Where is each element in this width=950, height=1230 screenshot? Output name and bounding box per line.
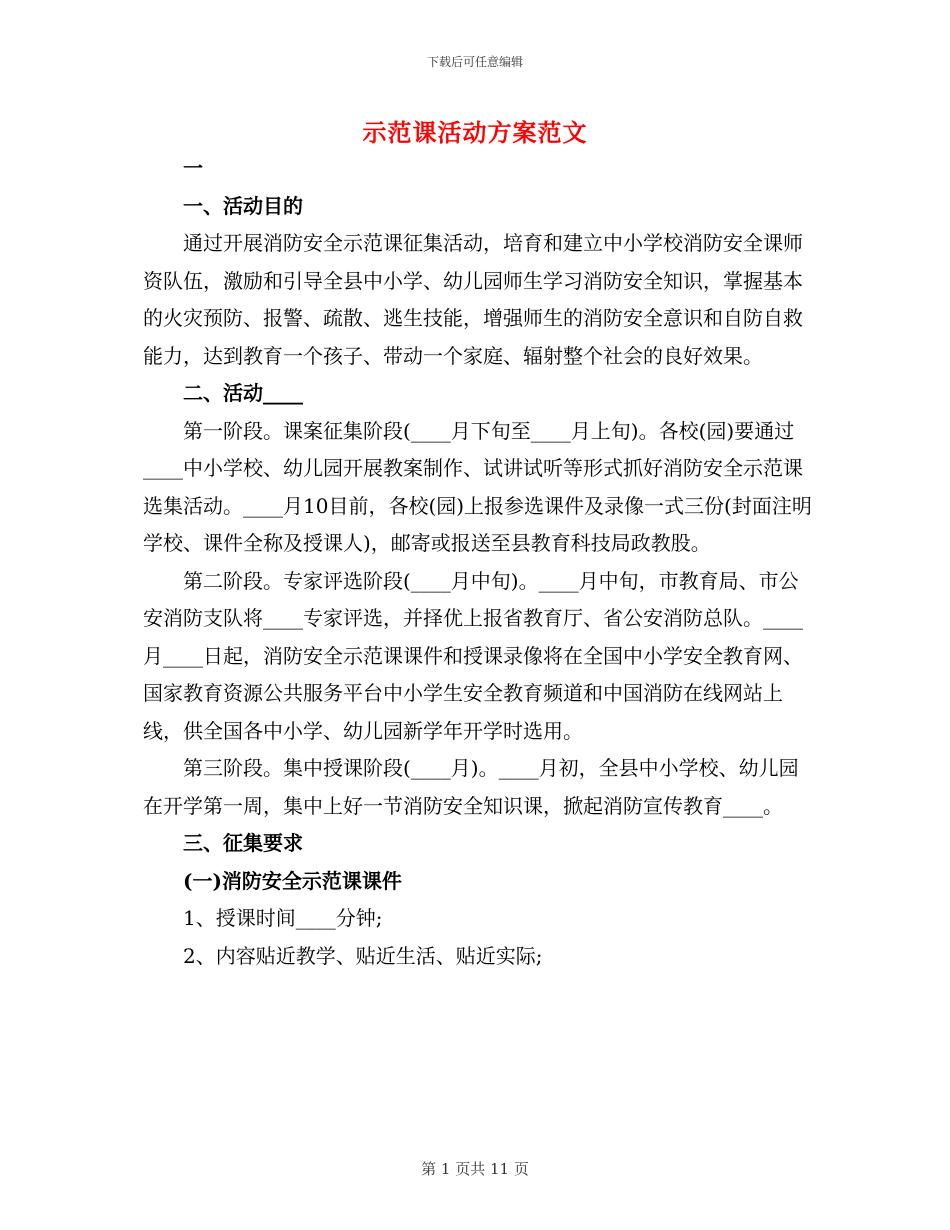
section-1-paragraph: 通过开展消防安全示范课征集活动，培育和建立中小学校消防安全课师资队伍，激励和引导全县中小学、幼儿园师生学习消防安全知识，掌握基本的火灾预防、报警、疏散、逃生技能，增强师生的消防安全意识和自防自救能力，达到教育一个孩子、带动一个家庭、辐射整个社会的良好效果。 [143, 231, 803, 368]
stage-1-paragraph: 第一阶段。课案征集阶段(____月下旬至____月上旬)。各校(园)要通过____中小学校、幼儿园开展教案制作、试讲试听等形式抓好消防安全示范课选集活动。____月10目前，各校(园)上报参选课件及录像一式三份(封面注明学校、课件全称及授课人)，邮寄或报送至县教育科技局政教股。 [143, 418, 812, 555]
stage-3-paragraph: 第三阶段。集中授课阶段(____月)。____月初，全县中小学校、幼儿园在开学第一周，集中上好一节消防安全知识课，掀起消防宣传教育____。 [143, 756, 799, 818]
section-3-heading: 三、征集要求 [183, 831, 303, 855]
stage-2-paragraph: 第二阶段。专家评选阶段(____月中旬)。____月中旬，市教育局、市公安消防支队将____专家评选，并择优上报省教育厅、省公安消防总队。____月____日起，消防安全示范课课件和授课录像将在全国中小学安全教育网、国家教育资源公共服务平台中小学生安全教育频道和中国消防在线网站上线，供全国各中小学、幼儿园新学年开学时选用。 [143, 568, 803, 743]
header-note: 下载后可任意编辑 [426, 55, 523, 69]
requirement-item-1: 1、授课时间____分钟; [183, 906, 383, 930]
document-title: 示范课活动方案范文 [362, 118, 588, 147]
document-body [143, 150, 815, 975]
requirement-item-2: 2、内容贴近教学、贴近生活、贴近实际; [183, 943, 543, 968]
section-3-subheading: (一)消防安全示范课课件 [183, 868, 402, 893]
page-footer: 第 1 页共 11 页 [421, 1160, 529, 1178]
intro-mark: 一 [183, 156, 203, 180]
section-1-heading: 一、活动目的 [183, 193, 303, 218]
section-2-heading: 二、活动____ [183, 381, 303, 405]
